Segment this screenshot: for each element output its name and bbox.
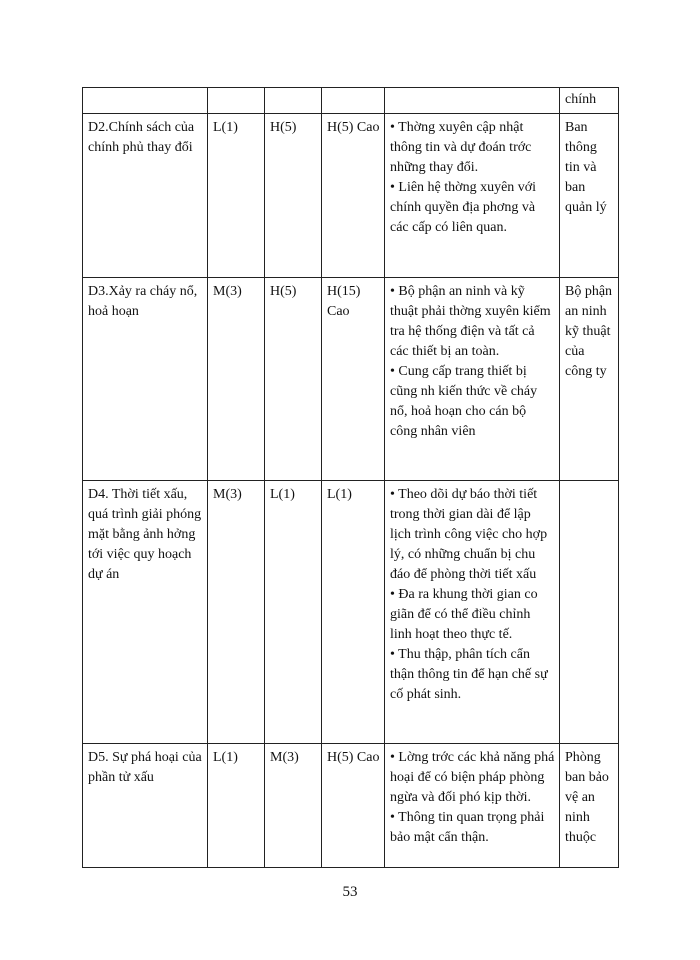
likelihood-cell: L(1) [208, 114, 265, 278]
risk-cell: D5. Sự phá hoại của phần tử xấu [83, 744, 208, 868]
responsible-cell: Bộ phận an ninh kỹ thuật của công ty [560, 278, 619, 481]
action-item: • Thờng xuyên cập nhật thông tin và dự đoán trớc những thay đổi. [390, 120, 532, 175]
action-item: • Bộ phận an ninh và kỹ thuật phải thờng xuyên kiểm tra hệ thống điện và tất cả các thiết bị an toàn. [390, 284, 551, 359]
actions-cell [385, 278, 560, 481]
likelihood-cell [208, 88, 265, 114]
risk-cell [83, 88, 208, 114]
risk-cell: D3.Xảy ra cháy nổ, hoả hoạn [83, 278, 208, 481]
table-row [83, 481, 619, 744]
responsible-cell: Phòng ban bảo vệ an ninh thuộc [560, 744, 619, 868]
impact-cell: H(5) [265, 114, 322, 278]
risk-cell: D4. Thời tiết xấu, quá trình giải phóng mặt bằng ảnh hởng tới việc quy hoạch dự án [83, 481, 208, 744]
actions-cell [385, 481, 560, 744]
impact-cell: H(5) [265, 278, 322, 481]
table-row [83, 744, 619, 868]
likelihood-cell: M(3) [208, 278, 265, 481]
action-item: • Thông tin quan trọng phải bảo mật cẩn thận. [390, 810, 545, 845]
level-cell: L(1) [322, 481, 385, 744]
action-item: • Liên hệ thờng xuyên với chính quyền địa phơng và các cấp có liên quan. [390, 180, 537, 235]
impact-cell: M(3) [265, 744, 322, 868]
impact-cell [265, 88, 322, 114]
responsible-cell [560, 481, 619, 744]
action-item: • Cung cấp trang thiết bị cũng nh kiến thức về cháy nổ, hoả hoạn cho cán bộ công nhân viên [390, 364, 538, 439]
risk-cell: D2.Chính sách của chính phủ thay đổi [83, 114, 208, 278]
likelihood-cell: L(1) [208, 744, 265, 868]
action-item: • Lờng trớc các khả năng phá hoại để có biện pháp phòng ngừa và đối phó kịp thời. [390, 750, 555, 805]
actions-cell [385, 114, 560, 278]
risk-table [82, 87, 619, 868]
actions-cell [385, 744, 560, 868]
action-item: • Đa ra khung thời gian co giãn để có thể điều chỉnh linh hoạt theo thực tế. [390, 587, 538, 642]
level-cell: H(5) Cao [322, 744, 385, 868]
action-item: • Theo dõi dự báo thời tiết trong thời gian dài để lập lịch trình công việc cho hợp lý, có những chuẩn bị chu đáo để phòng thời tiết xấu [390, 487, 548, 582]
responsible-cell: chính [560, 88, 619, 114]
responsible-cell: Ban thông tin và ban quản lý [560, 114, 619, 278]
page-number: 53 [342, 884, 358, 900]
actions-cell [385, 88, 560, 114]
level-cell [322, 88, 385, 114]
level-cell: H(5) Cao [322, 114, 385, 278]
table-row [83, 114, 619, 278]
table-row [83, 88, 619, 114]
likelihood-cell: M(3) [208, 481, 265, 744]
impact-cell: L(1) [265, 481, 322, 744]
action-item: • Thu thập, phân tích cẩn thận thông tin để hạn chế sự cố phát sinh. [390, 647, 548, 702]
level-cell: H(15) Cao [322, 278, 385, 481]
risk-table-body [83, 88, 619, 868]
table-row [83, 278, 619, 481]
